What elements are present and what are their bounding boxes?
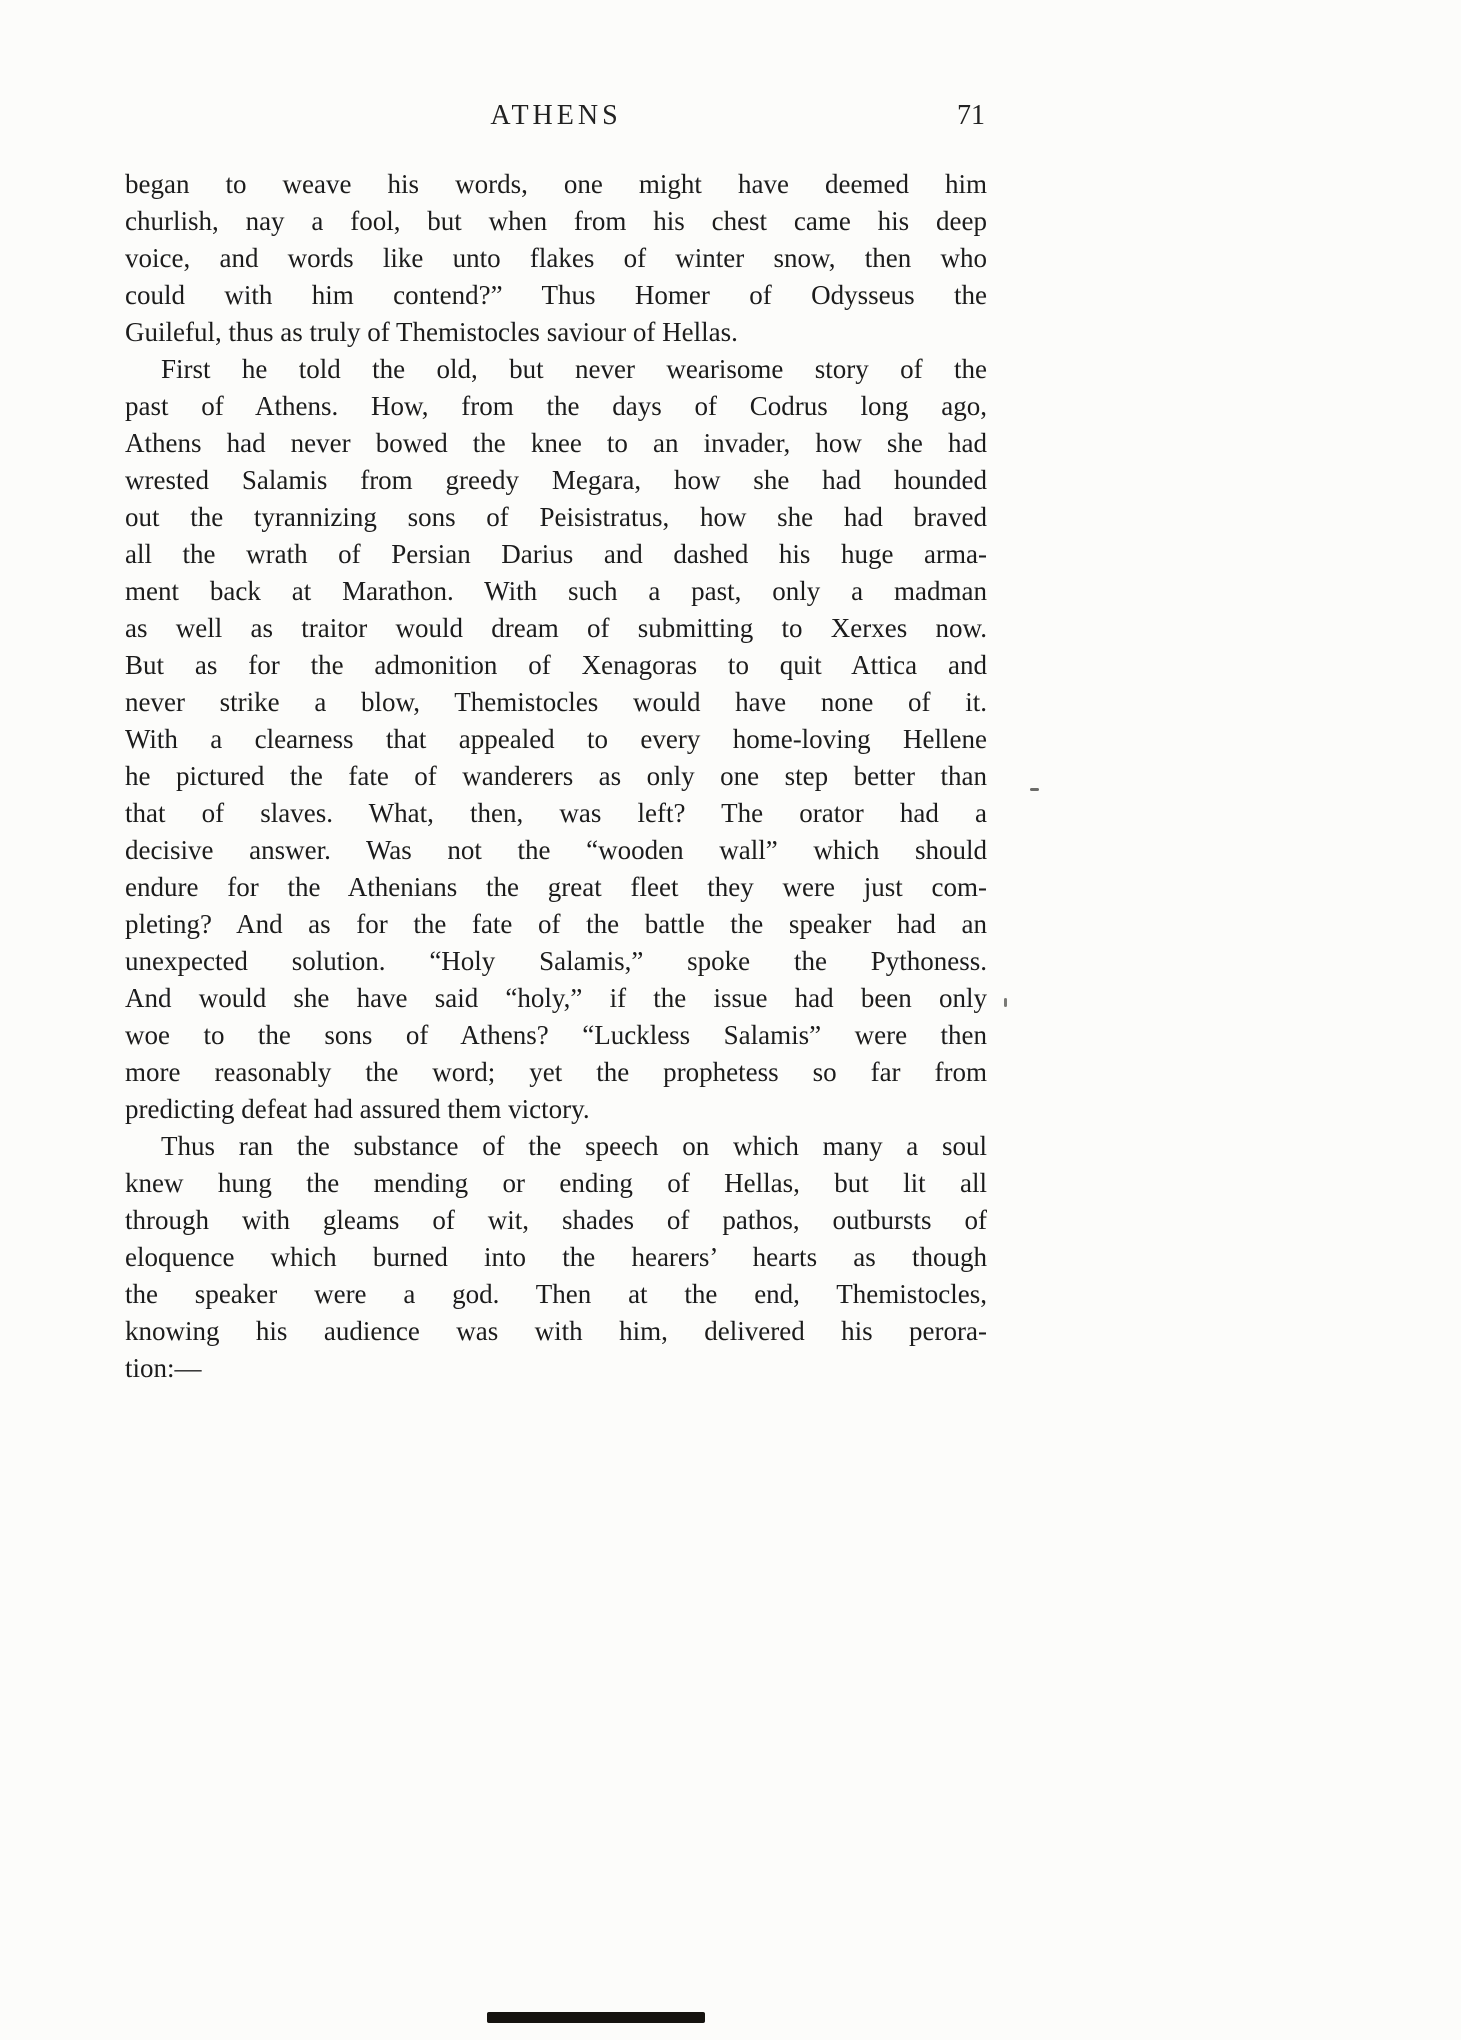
text-line: churlish, nay a fool, but when from his chest came his deep: [125, 206, 987, 236]
text-line: past of Athens. How, from the days of Codrus long ago,: [125, 391, 987, 421]
text-line: With a clearness that appealed to every home-loving Hellene: [125, 724, 987, 754]
text-line: pleting? And as for the fate of the battle the speaker had an: [125, 909, 987, 939]
text-line: more reasonably the word; yet the prophetess so far from: [125, 1057, 987, 1087]
text-line: And would she have said “holy,” if the issue had been only: [125, 983, 987, 1013]
scan-speck: [1030, 788, 1039, 791]
scan-speck: [1004, 998, 1007, 1007]
text-line: as well as traitor would dream of submitting to Xerxes now.: [125, 613, 987, 643]
paragraph: [125, 351, 987, 1128]
page-number: 71: [957, 100, 985, 131]
text-line: ment back at Marathon. With such a past, only a madman: [125, 576, 987, 606]
text-line: tion:—: [125, 1353, 202, 1383]
text-line: First he told the old, but never wearisome story of the: [161, 354, 987, 384]
paragraph: [125, 1128, 987, 1387]
text-line: he pictured the fate of wanderers as only one step better than: [125, 761, 987, 791]
text-line: all the wrath of Persian Darius and dashed his huge arma-: [125, 539, 987, 569]
text-line: endure for the Athenians the great fleet they were just com-: [125, 872, 987, 902]
text-line: began to weave his words, one might have deemed him: [125, 169, 987, 199]
text-line: knew hung the mending or ending of Hellas, but lit all: [125, 1168, 987, 1198]
page-header: [125, 100, 987, 140]
text-line: voice, and words like unto flakes of winter snow, then who: [125, 243, 987, 273]
scan-artifact-bar: [487, 2012, 705, 2023]
text-line: predicting defeat had assured them victory.: [125, 1094, 590, 1124]
text-line: that of slaves. What, then, was left? The orator had a: [125, 798, 987, 828]
text-line: Guileful, thus as truly of Themistocles saviour of Hellas.: [125, 317, 738, 347]
text-line: eloquence which burned into the hearers’ hearts as though: [125, 1242, 987, 1272]
text-line: wrested Salamis from greedy Megara, how she had hounded: [125, 465, 987, 495]
text-block: [125, 166, 987, 1387]
page-title: ATHENS: [490, 100, 622, 131]
text-line: Thus ran the substance of the speech on which many a soul: [161, 1131, 987, 1161]
text-line: woe to the sons of Athens? “Luckless Salamis” were then: [125, 1020, 987, 1050]
text-line: knowing his audience was with him, delivered his perora-: [125, 1316, 987, 1346]
text-line: decisive answer. Was not the “wooden wall” which should: [125, 835, 987, 865]
text-line: unexpected solution. “Holy Salamis,” spoke the Pythoness.: [125, 946, 987, 976]
text-line: Athens had never bowed the knee to an invader, how she had: [125, 428, 987, 458]
text-line: the speaker were a god. Then at the end, Themistocles,: [125, 1279, 987, 1309]
text-line: But as for the admonition of Xenagoras to quit Attica and: [125, 650, 987, 680]
text-line: could with him contend?” Thus Homer of Odysseus the: [125, 280, 987, 310]
text-line: through with gleams of wit, shades of pathos, outbursts of: [125, 1205, 987, 1235]
text-line: never strike a blow, Themistocles would have none of it.: [125, 687, 987, 717]
text-line: out the tyrannizing sons of Peisistratus, how she had braved: [125, 502, 987, 532]
paragraph: [125, 166, 987, 351]
